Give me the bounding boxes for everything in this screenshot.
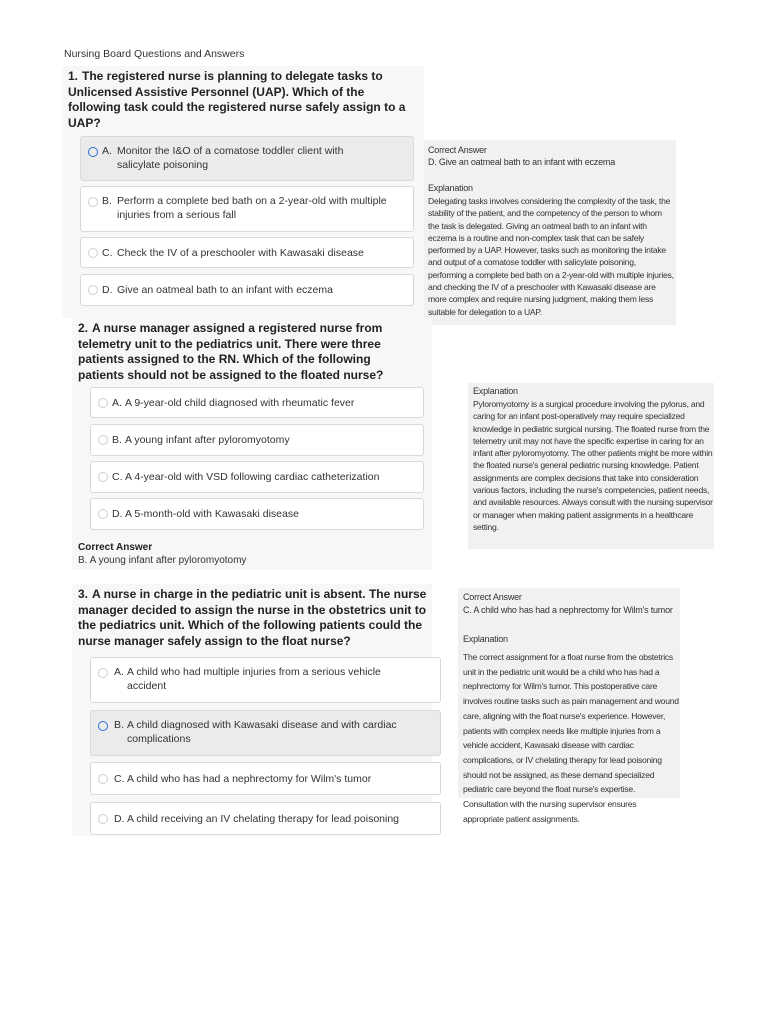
radio-icon[interactable] (98, 668, 108, 678)
question-3-option-c[interactable] (90, 762, 441, 795)
option-text: Give an oatmeal bath to an infant with eczema (117, 284, 333, 296)
option-letter: A. (102, 145, 112, 157)
answer-2-explanation-text: Pyloromyotomy is a surgical procedure involving the pylorus, and caring for an infant post-operatively may require specialized knowledge in pediatric surgical nursing. The floated nurse from the telemetry unit may not have the specific expertise in caring for an infant after pyloromyotomy. The other patients might be more within the floated nurse's general pediatric nursing knowledge. Patient assignments are complex decisions that take into consideration various factors, including the nurse's competencies, patient needs, and available resources. Always consult with the nursing supervisor or manager when making patient assignments in a healthcare setting. (473, 399, 713, 532)
option-letter: D. (112, 508, 123, 520)
option-text: A young infant after pyloromyotomy (125, 434, 290, 446)
document-title: Nursing Board Questions and Answers (64, 48, 245, 60)
option-letter: A. (114, 666, 124, 678)
radio-icon[interactable] (98, 435, 108, 445)
question-2-option-b[interactable] (90, 424, 424, 456)
option-text: A child receiving an IV chelating therapy for lead poisoning (127, 813, 400, 825)
radio-icon[interactable] (88, 285, 98, 295)
answer-3-correct-label: Correct Answer (463, 592, 522, 602)
radio-icon[interactable] (98, 774, 108, 784)
radio-icon[interactable] (98, 472, 108, 482)
option-text: A child who had multiple injuries from a serious vehicle accident (127, 666, 381, 692)
radio-icon[interactable] (98, 398, 108, 408)
option-letter: B. (112, 434, 122, 446)
answer-2-explanation-label: Explanation (473, 386, 518, 396)
question-3-option-a[interactable] (90, 657, 441, 703)
option-text: Monitor the I&O of a comatose toddler client with salicylate poisoning (117, 145, 344, 171)
question-number: 1. (68, 69, 79, 83)
option-letter: B. (114, 719, 124, 731)
question-1-text: 1. The registered nurse is planning to delegate tasks to Unlicensed Assistive Personnel (UAP). Which of the following task could the registered nurse safely assign to a UAP? (68, 69, 406, 130)
radio-icon[interactable] (98, 509, 108, 519)
option-text: A child diagnosed with Kawasaki disease and with cardiac complications (127, 719, 397, 745)
option-text: Perform a complete bed bath on a 2-year-old with multiple injuries from a serious fall (117, 195, 387, 221)
answer-1-explanation-label: Explanation (428, 183, 473, 193)
question-3-option-b[interactable] (90, 710, 441, 756)
option-text: Check the IV of a preschooler with Kawasaki disease (117, 247, 364, 259)
radio-icon[interactable] (98, 814, 108, 824)
question-3-option-d[interactable] (90, 802, 441, 835)
option-letter: D. (114, 813, 125, 825)
option-letter: C. (102, 247, 113, 259)
option-text: A child who has had a nephrectomy for Wilm's tumor (127, 773, 372, 785)
question-2-option-c[interactable] (90, 461, 424, 493)
answer-3-correct-text: C. A child who has had a nephrectomy for Wilm's tumor (463, 605, 673, 615)
question-number: 3. (78, 587, 89, 601)
answer-3-explanation-text: The correct assignment for a float nurse from the obstetrics unit in the pediatric unit would be a child who has had a nephrectomy for Wilm's tumor. This postoperative care involves routine tasks such as pain management and wound care, aligning with the float nurse's experience. However, patients with complex needs like multiple injuries from a vehicle accident, Kawasaki disease with cardiac complications, or IV chelating therapy for lead poisoning should not be assigned, as these demand specialized pediatric care beyond the float nurse's expertise. Consultation with the nursing supervisor ensures appropriate patient assignments. (463, 652, 679, 824)
question-2-option-d[interactable] (90, 498, 424, 530)
option-letter: D. (102, 284, 113, 296)
question-1-option-d[interactable] (80, 274, 414, 306)
option-text: A 4-year-old with VSD following cardiac catheterization (125, 471, 380, 483)
question-2-text: 2. A nurse manager assigned a registered nurse from telemetry unit to the pediatrics unit. There were three patients assigned to the RN. Which of the following patients should not be assigned to the floated nurse? (78, 321, 384, 382)
radio-icon[interactable] (98, 721, 108, 731)
option-text: A 5-month-old with Kawasaki disease (125, 508, 299, 520)
question-1-option-a[interactable] (80, 136, 414, 181)
option-text: A 9-year-old child diagnosed with rheumatic fever (125, 397, 355, 409)
option-letter: C. (114, 773, 125, 785)
question-2-correct-label: Correct Answer (78, 542, 153, 553)
answer-1-correct-text: D. Give an oatmeal bath to an infant with eczema (428, 157, 616, 167)
question-2-option-a[interactable] (90, 387, 424, 418)
radio-icon[interactable] (88, 248, 98, 258)
question-1-option-c[interactable] (80, 237, 414, 268)
question-number: 2. (78, 321, 89, 335)
option-letter: B. (102, 195, 112, 207)
option-letter: A. (112, 397, 122, 409)
answer-1-correct-label: Correct Answer (428, 145, 487, 155)
answer-3-explanation-label: Explanation (463, 634, 508, 644)
answer-1-explanation-text: Delegating tasks involves considering the complexity of the task, the stability of the patient, and the competency of the person to whom the task is delegated. Giving an oatmeal bath to an infant with eczema is a routine and non-complex task that can be safely performed by a UAP. However, tasks such as monitoring the intake and output of a comatose toddler with salicylate poisoning, performing a complete bed bath on a 2-year-old with multiple injuries, and checking the IV of a preschooler with Kawasaki disease are more complex and require nursing judgment, making them less suitable for delegation to a UAP. (428, 196, 674, 317)
question-3-text: 3. A nurse in charge in the pediatric unit is absent. The nurse manager decided to assign the nurse in the obstetrics unit to the pediatrics unit. Which of the following patients could the nurse manager safely assign to the float nurse? (78, 587, 427, 648)
radio-icon[interactable] (88, 147, 98, 157)
question-2-correct-text: B. A young infant after pyloromyotomy (78, 555, 247, 566)
question-1-option-b[interactable] (80, 186, 414, 232)
radio-icon[interactable] (88, 197, 98, 207)
option-letter: C. (112, 471, 123, 483)
